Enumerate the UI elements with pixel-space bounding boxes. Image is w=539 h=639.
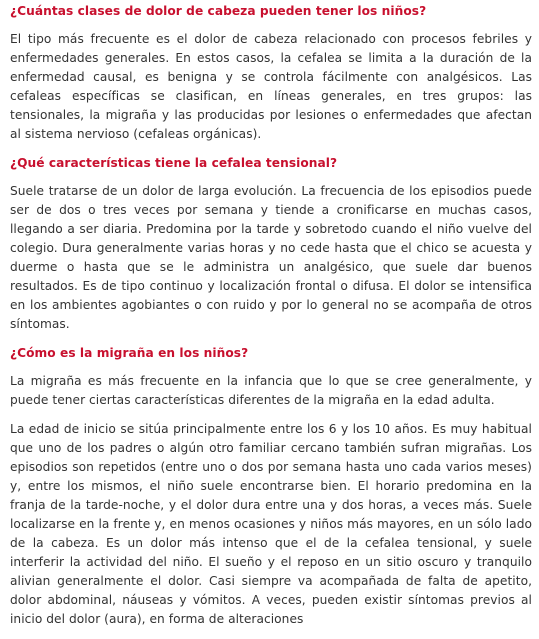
article-content xyxy=(10,2,532,639)
paragraph: La edad de inicio se sitúa principalmente entre los 6 y los 10 años. Es muy habitual que uno de los padres o algún otro familiar cercano también sufran migrañas. Los episodios son repetidos (entre uno o dos por semana hasta uno cada varios meses) y, entre los mismos, el niño suele encontrarse bien. El horario predomina en la franja de la tarde-noche, y el dolor dura entre una y dos horas, a veces más. Suele localizarse en la frente y, en menos ocasiones y niños más mayores, en un sólo lado de la cabeza. Es un dolor más intenso que el de la cefalea tensional, y suele interferir la actividad del niño. El sueño y el reposo en un sitio oscuro y tranquilo alivian generalmente el dolor. Casi siempre va acompañada de falta de apetito, dolor abdominal, náuseas y vómitos. A veces, pueden existir síntomas previos al inicio del dolor (aura), en forma de alteraciones xyxy=(10,422,532,626)
paragraph: El tipo más frecuente es el dolor de cabeza relacionado con procesos febriles y enfermedades generales. En estos casos, la cefalea se limita a la duración de la enfermedad causal, es benigna y se controla fácilmente con analgésicos. Las cefaleas específicas se clasifican, en líneas generales, en tres grupos: las tensionales, la migraña y las producidas por lesiones o enfermedades que afectan al sistema nervioso (cefaleas orgánicas). xyxy=(10,32,532,141)
section-heading: ¿Cuántas clases de dolor de cabeza pueden tener los niños? xyxy=(10,4,427,18)
section-tipos-dolor xyxy=(10,2,532,144)
section-heading: ¿Cómo es la migraña en los niños? xyxy=(10,346,249,360)
section-cefalea-tensional xyxy=(10,154,532,334)
section-migrana xyxy=(10,344,532,629)
paragraph: La migraña es más frecuente en la infancia que lo que se cree generalmente, y puede tener ciertas características diferentes de la migraña en la edad adulta. xyxy=(10,374,532,407)
paragraph: Suele tratarse de un dolor de larga evolución. La frecuencia de los episodios puede ser de dos o tres veces por semana y tiende a cronificarse en muchas casos, llegando a ser diaria. Predomina por la tarde y sobretodo cuando el niño vuelve del colegio. Dura generalmente varias horas y no cede hasta que el chico se acuesta y duerme o hasta que se le administra un analgésico, que suele dar buenos resultados. Es de tipo continuo y localización frontal o difusa. El dolor se intensifica en los ambientes agobiantes o con ruido y por lo general no se acompaña de otros síntomas. xyxy=(10,184,532,331)
section-heading: ¿Qué características tiene la cefalea tensional? xyxy=(10,156,338,170)
